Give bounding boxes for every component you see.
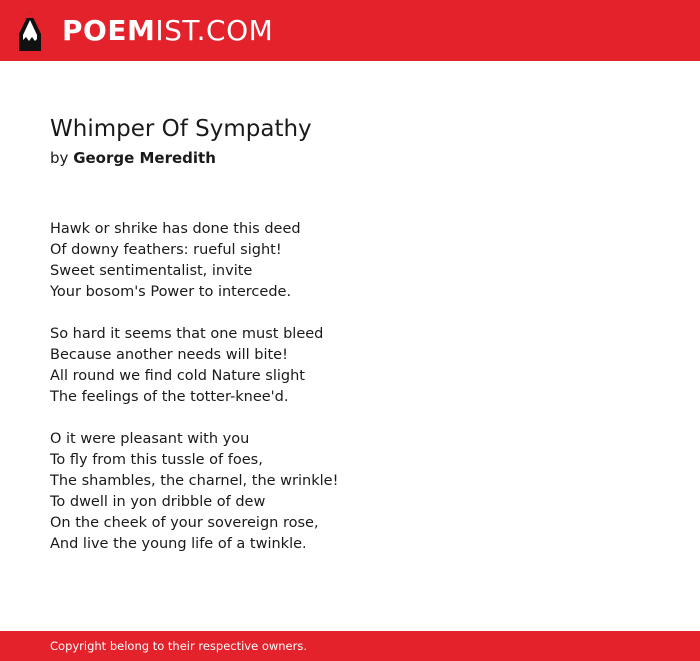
poem-line: Of downy feathers: rueful sight! [50,242,282,258]
site-logo-text [62,14,274,47]
poem-stanza [50,219,338,303]
poem-title: Whimper Of Sympathy [50,116,312,142]
poem-line: Sweet sentimentalist, invite [50,263,253,279]
copyright-text: Copyright belong to their respective owners. [50,639,308,653]
poem-line: Because another needs will bite! [50,347,288,363]
site-logo-link[interactable] [18,10,273,52]
poem-line: Hawk or shrike has done this deed [50,221,301,237]
poem-line: On the cheek of your sovereign rose, [50,515,319,531]
poem-line: To dwell in yon dribble of dew [50,494,266,510]
poem-body [50,219,338,576]
poem-stanza [50,429,338,555]
poem-line: So hard it seems that one must bleed [50,326,324,342]
poem-stanza [50,324,338,408]
poem-line: The shambles, the charnel, the wrinkle! [50,473,339,489]
by-label: by [50,149,69,167]
poem-line: To fly from this tussle of foes, [50,452,263,468]
poem-line: And live the young life of a twinkle. [50,536,307,552]
poem-author: George Meredith [73,149,216,167]
poem-line: O it were pleasant with you [50,431,250,447]
logo-bold-text: POEM [62,14,156,47]
site-footer [0,631,700,661]
poem-line: All round we find cold Nature slight [50,368,305,384]
poem-byline [50,149,216,167]
site-header [0,0,700,61]
pencil-tip-icon [18,10,42,52]
logo-light-text: IST.COM [155,14,274,47]
poem-line: Your bosom's Power to intercede. [50,284,292,300]
poem-line: The feelings of the totter-knee'd. [50,389,289,405]
